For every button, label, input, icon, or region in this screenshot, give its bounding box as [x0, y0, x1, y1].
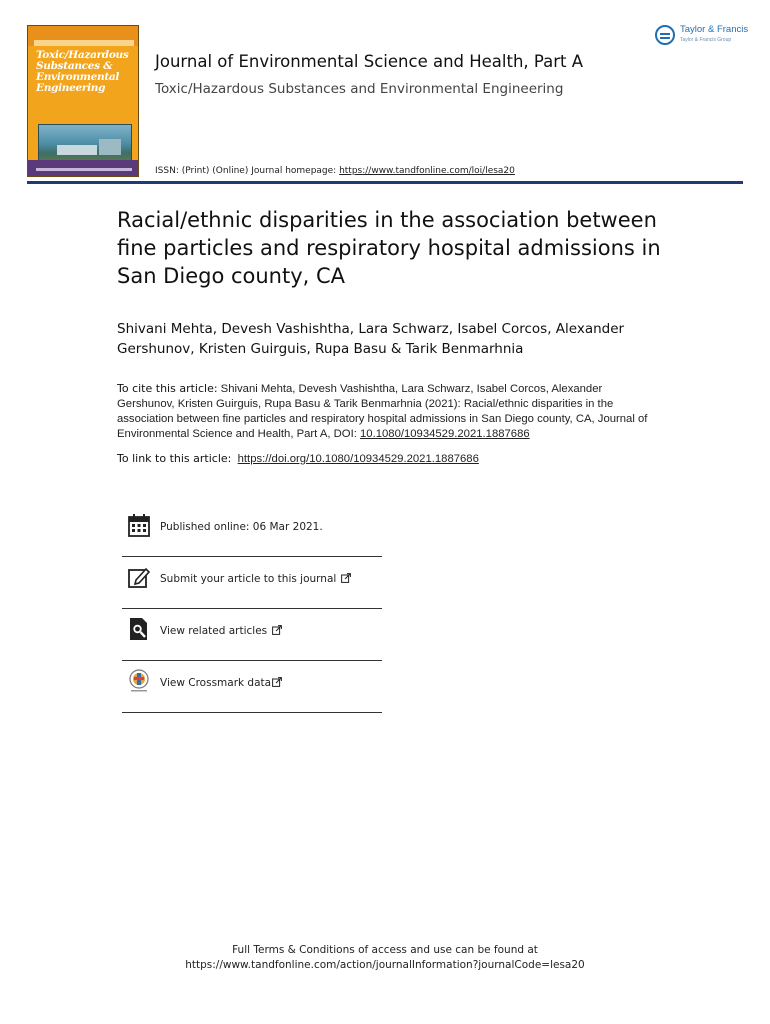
- cover-header-strip: [34, 40, 134, 46]
- crossmark-icon: [128, 669, 150, 693]
- doi-link[interactable]: 10.1080/10934529.2021.1887686: [360, 428, 530, 440]
- published-online-row: [122, 505, 382, 557]
- journal-homepage-link[interactable]: https://www.tandfonline.com/loi/lesa20: [339, 166, 515, 176]
- crossmark-label: View Crossmark data: [160, 677, 272, 689]
- journal-title: Journal of Environmental Science and Health, Part A: [155, 52, 584, 71]
- cover-bottom-line: [36, 168, 132, 171]
- crossmark-row[interactable]: [122, 661, 382, 713]
- terms-line: Full Terms & Conditions of access and use can be found at: [232, 944, 538, 956]
- external-link-icon: [272, 677, 282, 687]
- cite-text: Shivani Mehta, Devesh Vashishtha, Lara Schwarz, Isabel Corcos, Alexander Gershunov, Kristen Guirguis, Rupa Basu & Tarik Benmarhnia (2021): Racial/ethnic disparities in the association between fine particles and respiratory hospital admissions in San Diego county, CA, Journal of Environmental Science and Health, Part A, DOI:: [117, 383, 648, 440]
- publisher-logo-name: Taylor & Francis: [680, 24, 749, 35]
- submit-article-row[interactable]: [122, 557, 382, 609]
- terms-footer: [0, 943, 770, 973]
- article-actions: [122, 505, 382, 713]
- publisher-logo-tagline: Taylor & Francis Group: [680, 37, 732, 43]
- external-link-icon: [272, 625, 282, 635]
- calendar-icon: [128, 513, 150, 537]
- article-link-line: [117, 452, 657, 465]
- article-doi-url[interactable]: https://doi.org/10.1080/10934529.2021.1887686: [237, 453, 479, 465]
- edit-icon: [128, 565, 150, 589]
- link-label: To link to this article:: [117, 452, 232, 465]
- journal-cover-image: [27, 25, 139, 177]
- related-articles-link[interactable]: [160, 625, 282, 637]
- issn-line: [155, 166, 515, 176]
- related-articles-label: View related articles: [160, 625, 268, 637]
- article-authors: Shivani Mehta, Devesh Vashishtha, Lara Schwarz, Isabel Corcos, Alexander Gershunov, Kristen Guirguis, Rupa Basu & Tarik Benmarhnia: [117, 321, 625, 357]
- published-online-label: Published online: 06 Mar 2021.: [160, 521, 323, 533]
- cite-label: To cite this article:: [117, 382, 218, 395]
- publisher-logo[interactable]: [655, 23, 755, 47]
- submit-article-label: Submit your article to this journal: [160, 573, 337, 585]
- search-document-icon: [128, 617, 150, 641]
- cover-title: Toxic/Hazardous Substances & Environmental Engineering: [36, 49, 129, 94]
- taylor-francis-logo-icon: [655, 25, 675, 45]
- issn-prefix: ISSN: (Print) (Online) Journal homepage:: [155, 166, 340, 176]
- submit-article-link[interactable]: [160, 573, 351, 585]
- crossmark-link[interactable]: [160, 677, 282, 689]
- citation-block: [117, 381, 657, 442]
- external-link-icon: [341, 573, 351, 583]
- header-divider: [27, 181, 743, 184]
- journal-subtitle: Toxic/Hazardous Substances and Environmental Engineering: [155, 81, 564, 97]
- article-title: Racial/ethnic disparities in the association between fine particles and respiratory hospital admissions in San Diego county, CA: [117, 208, 661, 288]
- related-articles-row[interactable]: [122, 609, 382, 661]
- terms-url[interactable]: https://www.tandfonline.com/action/journalInformation?journalCode=lesa20: [185, 959, 585, 971]
